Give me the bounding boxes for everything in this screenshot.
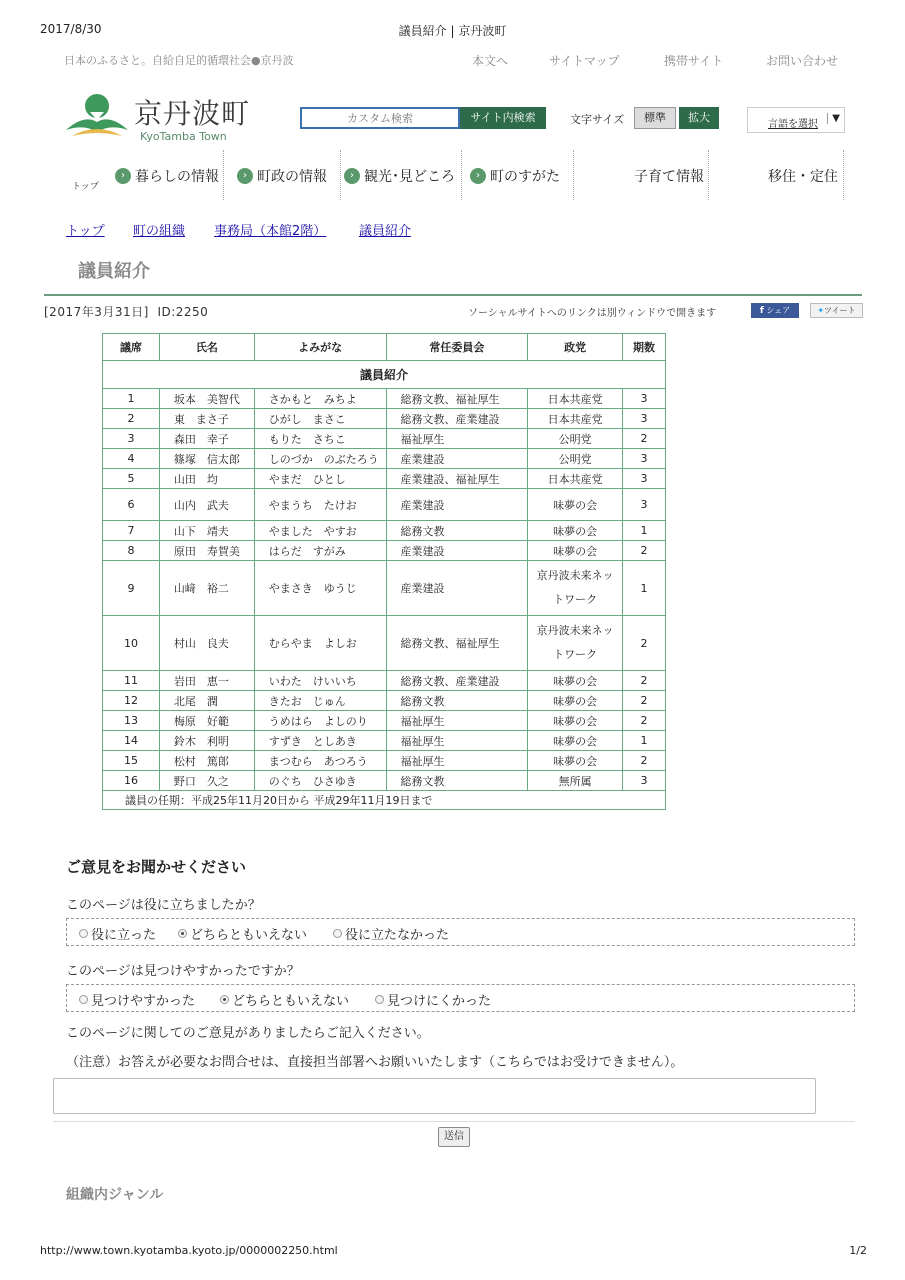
table-cell: 3 xyxy=(623,771,666,791)
table-cell: 3 xyxy=(623,409,666,429)
table-cell: ひがし まさこ xyxy=(254,409,386,429)
table-cell: 味夢の会 xyxy=(528,671,623,691)
table-cell: 総務文教 xyxy=(386,771,528,791)
table-row xyxy=(103,671,666,691)
nav-item-sightseeing[interactable] xyxy=(344,166,455,186)
table-cell: 12 xyxy=(103,691,160,711)
table-cell: 京丹波未来ネットワーク xyxy=(528,616,623,671)
table-cell: 鈴木 利明 xyxy=(159,731,254,751)
table-cell: 森田 幸子 xyxy=(159,429,254,449)
table-cell: 福祉厚生 xyxy=(386,751,528,771)
table-cell: まつむら あつろう xyxy=(254,751,386,771)
table-cell: 産業建設 xyxy=(386,541,528,561)
table-cell: はらだ すがみ xyxy=(254,541,386,561)
nav-divider xyxy=(223,150,224,200)
table-cell: 坂本 美智代 xyxy=(159,389,254,409)
nav-divider xyxy=(340,150,341,200)
table-cell: 梅原 好範 xyxy=(159,711,254,731)
nav-item-childcare[interactable] xyxy=(634,166,704,186)
update-date-text: [2017年3月31日] xyxy=(44,305,149,319)
table-cell: 福祉厚生 xyxy=(386,711,528,731)
table-cell: さかもと みちよ xyxy=(254,389,386,409)
organization-genre-heading: 組織内ジャンル xyxy=(66,1187,164,1203)
radio-button-selected[interactable] xyxy=(178,929,187,938)
table-cell: 味夢の会 xyxy=(528,541,623,561)
feedback-question-findable: このページは見つけやすかったですか？ xyxy=(66,964,300,979)
breadcrumb-secretariat[interactable]: 事務局（本館2階） xyxy=(214,224,327,239)
table-cell: 山田 均 xyxy=(159,469,254,489)
radio-label: 見つけにくかった xyxy=(387,994,492,1009)
nav-divider xyxy=(461,150,462,200)
arrow-right-icon: › xyxy=(237,168,253,184)
table-cell: 13 xyxy=(103,711,160,731)
column-header: 期数 xyxy=(623,334,666,361)
table-row xyxy=(103,751,666,771)
table-cell: しのづか のぶたろう xyxy=(254,449,386,469)
facebook-icon: f xyxy=(759,306,764,316)
site-search-button[interactable]: サイト内検索 xyxy=(460,107,546,129)
arrow-right-icon: › xyxy=(115,168,131,184)
table-cell: 15 xyxy=(103,751,160,771)
table-cell: 日本共産党 xyxy=(528,409,623,429)
column-header: 常任委員会 xyxy=(386,334,528,361)
table-row xyxy=(103,521,666,541)
print-page-number: 1/2 xyxy=(849,1244,867,1257)
radio-label: 役に立った xyxy=(91,928,157,943)
table-cell: 7 xyxy=(103,521,160,541)
helpful-option-yes[interactable] xyxy=(79,924,156,943)
table-cell: 味夢の会 xyxy=(528,711,623,731)
nav-divider xyxy=(573,150,574,200)
table-cell: 1 xyxy=(623,731,666,751)
table-row xyxy=(103,691,666,711)
table-cell: 岩田 恵一 xyxy=(159,671,254,691)
table-row xyxy=(103,489,666,521)
table-row xyxy=(103,561,666,616)
findable-radio-group xyxy=(66,984,855,1012)
table-cell: 産業建設 xyxy=(386,449,528,469)
table-row xyxy=(103,711,666,731)
table-cell: 篠塚 信太郎 xyxy=(159,449,254,469)
print-url: http://www.town.kyotamba.kyoto.jp/0000002250.html xyxy=(40,1244,338,1257)
skip-to-content-link[interactable]: 本文へ xyxy=(472,54,509,68)
table-cell: 総務文教、産業建設 xyxy=(386,409,528,429)
font-size-standard-button[interactable]: 標準 xyxy=(634,107,676,129)
table-cell: もりた さちこ xyxy=(254,429,386,449)
twitter-icon: ✦ xyxy=(817,306,825,315)
table-row xyxy=(103,771,666,791)
table-cell: 9 xyxy=(103,561,160,616)
print-date: 2017/8/30 xyxy=(40,22,102,36)
table-row xyxy=(103,541,666,561)
table-cell: 11 xyxy=(103,671,160,691)
table-row xyxy=(103,449,666,469)
table-cell: 5 xyxy=(103,469,160,489)
comment-textarea[interactable] xyxy=(53,1078,816,1114)
nav-item-label: 子育て情報 xyxy=(634,169,704,185)
nav-item-label: 町政の情報 xyxy=(257,169,327,185)
nav-item-town-profile[interactable] xyxy=(470,166,560,186)
table-cell: 3 xyxy=(623,489,666,521)
table-cell: 総務文教、産業建設 xyxy=(386,671,528,691)
table-cell: やました やすお xyxy=(254,521,386,541)
radio-button[interactable] xyxy=(333,929,342,938)
table-cell: 2 xyxy=(623,671,666,691)
language-select[interactable] xyxy=(747,107,845,133)
table-cell: 1 xyxy=(623,521,666,541)
table-cell: 日本共産党 xyxy=(528,389,623,409)
table-cell: 無所属 xyxy=(528,771,623,791)
table-cell: 14 xyxy=(103,731,160,751)
table-cell: 総務文教、福祉厚生 xyxy=(386,389,528,409)
table-cell: うめはら よしのり xyxy=(254,711,386,731)
table-row xyxy=(103,469,666,489)
table-cell: 2 xyxy=(623,691,666,711)
radio-label: どちらともいえない xyxy=(232,994,350,1009)
helpful-radio-group xyxy=(66,918,855,946)
tweet-label: ツイート xyxy=(824,306,856,315)
table-cell: 産業建設 xyxy=(386,561,528,616)
nav-item-relocation[interactable] xyxy=(768,166,838,186)
nav-divider xyxy=(843,150,844,200)
radio-button[interactable] xyxy=(375,995,384,1004)
table-cell: やまだ ひとし xyxy=(254,469,386,489)
members-table-body xyxy=(103,389,666,791)
feedback-title: ご意見をお聞かせください xyxy=(66,858,247,876)
table-cell: 山内 武夫 xyxy=(159,489,254,521)
radio-label: 見つけやすかった xyxy=(91,994,196,1009)
table-cell: 総務文教 xyxy=(386,691,528,711)
arrow-right-icon: › xyxy=(344,168,360,184)
table-cell: 総務文教、福祉厚生 xyxy=(386,616,528,671)
table-cell: 4 xyxy=(103,449,160,469)
comment-prompt: このページに関してのご意見がありましたらご記入ください。 xyxy=(66,1026,430,1041)
members-table xyxy=(102,333,666,810)
table-cell: 公明党 xyxy=(528,429,623,449)
table-cell: 2 xyxy=(623,751,666,771)
table-cell: やまうち たけお xyxy=(254,489,386,521)
table-cell: のぐち ひさゆき xyxy=(254,771,386,791)
table-row xyxy=(103,429,666,449)
column-header: 氏名 xyxy=(159,334,254,361)
table-row xyxy=(103,409,666,429)
nav-item-label: 移住・定住 xyxy=(768,169,838,185)
feedback-question-helpful: このページは役に立ちましたか？ xyxy=(66,898,261,913)
table-cell: むらやま よしお xyxy=(254,616,386,671)
town-logo-subtitle: KyoTamba Town xyxy=(140,130,227,143)
table-cell: 味夢の会 xyxy=(528,691,623,711)
radio-button[interactable] xyxy=(79,929,88,938)
table-cell: 16 xyxy=(103,771,160,791)
column-header: 議席 xyxy=(103,334,160,361)
facebook-share-button[interactable] xyxy=(751,303,799,318)
print-title: 議員紹介 | 京丹波町 xyxy=(398,24,507,38)
table-cell: 北尾 潤 xyxy=(159,691,254,711)
radio-button[interactable] xyxy=(79,995,88,1004)
page-id: ID:2250 xyxy=(157,305,209,319)
table-cell: 2 xyxy=(623,616,666,671)
table-cell: 福祉厚生 xyxy=(386,731,528,751)
page-title: 議員紹介 xyxy=(78,261,150,282)
breadcrumb-current[interactable]: 議員紹介 xyxy=(359,224,412,239)
language-select-label: 言語を選択 xyxy=(768,119,818,130)
table-row xyxy=(103,731,666,751)
helpful-option-no[interactable] xyxy=(333,924,449,943)
nav-item-label: 暮らしの情報 xyxy=(135,169,219,185)
term-note: 議員の任期：平成25年11月20日から 平成29年11月19日まで xyxy=(103,791,666,810)
town-logo-text[interactable]: 京丹波町 xyxy=(134,97,251,130)
breadcrumb-organization[interactable]: 町の組織 xyxy=(133,224,186,239)
site-tagline: 日本のふるさと。自給自足的循環社会●京丹波 xyxy=(64,54,294,67)
table-cell: 東 まさ子 xyxy=(159,409,254,429)
table-cell: 6 xyxy=(103,489,160,521)
table-cell: 2 xyxy=(623,541,666,561)
chevron-down-icon: ▼ xyxy=(827,113,840,124)
table-cell: 日本共産党 xyxy=(528,469,623,489)
table-cell: 3 xyxy=(103,429,160,449)
nav-item-government[interactable] xyxy=(237,166,327,186)
radio-label: 役に立たなかった xyxy=(345,928,450,943)
arrow-right-icon: › xyxy=(470,168,486,184)
column-header: よみがな xyxy=(254,334,386,361)
feedback-divider xyxy=(53,1121,855,1122)
table-cell: 1 xyxy=(623,561,666,616)
nav-top[interactable]: トップ xyxy=(72,182,99,192)
table-cell: 2 xyxy=(103,409,160,429)
table-caption-row xyxy=(103,361,666,389)
submit-button[interactable]: 送信 xyxy=(438,1127,470,1147)
town-logo-icon[interactable] xyxy=(64,92,130,142)
table-cell: きたお じゅん xyxy=(254,691,386,711)
share-label: シェア xyxy=(766,306,791,315)
table-row xyxy=(103,389,666,409)
radio-button-selected[interactable] xyxy=(220,995,229,1004)
table-cell: 10 xyxy=(103,616,160,671)
table-cell: 1 xyxy=(103,389,160,409)
nav-item-living[interactable] xyxy=(115,166,219,186)
table-cell: 総務文教 xyxy=(386,521,528,541)
table-caption: 議員紹介 xyxy=(103,361,666,389)
table-cell: 山﨑 裕二 xyxy=(159,561,254,616)
table-header-row xyxy=(103,334,666,361)
update-date xyxy=(44,303,208,320)
table-cell: すずき としあき xyxy=(254,731,386,751)
column-header: 政党 xyxy=(528,334,623,361)
nav-item-label: 観光･見どころ xyxy=(364,169,455,185)
table-cell: いわた けいいち xyxy=(254,671,386,691)
findable-option-yes[interactable] xyxy=(79,990,195,1009)
table-cell: 産業建設、福祉厚生 xyxy=(386,469,528,489)
findable-option-neutral[interactable] xyxy=(220,990,349,1009)
breadcrumb-top[interactable]: トップ xyxy=(66,224,105,239)
tweet-button[interactable] xyxy=(810,303,863,318)
nav-item-label: 町のすがた xyxy=(490,169,560,185)
table-cell: 2 xyxy=(623,429,666,449)
font-size-large-button[interactable]: 拡大 xyxy=(679,107,719,129)
table-cell: 味夢の会 xyxy=(528,751,623,771)
helpful-option-neutral[interactable] xyxy=(178,924,307,943)
table-cell: 2 xyxy=(623,711,666,731)
table-cell: 公明党 xyxy=(528,449,623,469)
table-row xyxy=(103,616,666,671)
table-cell: 産業建設 xyxy=(386,489,528,521)
table-cell: 野口 久之 xyxy=(159,771,254,791)
font-size-label: 文字サイズ xyxy=(570,113,625,126)
mobile-site-link[interactable]: 携帯サイト xyxy=(664,54,724,68)
table-cell: やまさき ゆうじ xyxy=(254,561,386,616)
table-cell: 味夢の会 xyxy=(528,489,623,521)
table-cell: 味夢の会 xyxy=(528,521,623,541)
sitemap-link[interactable]: サイトマップ xyxy=(549,54,620,68)
contact-link[interactable]: お問い合わせ xyxy=(766,54,839,68)
social-link-note: ソーシャルサイトへのリンクは別ウィンドウで開きます xyxy=(468,308,717,319)
table-cell: 原田 寿賀美 xyxy=(159,541,254,561)
comment-caution: （注意）お答えが必要なお問合せは、直接担当部署へお願いいたします（こちらではお受けできません）。 xyxy=(66,1055,684,1070)
findable-option-no[interactable] xyxy=(375,990,491,1009)
heading-divider xyxy=(44,294,862,296)
table-cell: 3 xyxy=(623,469,666,489)
table-cell: 村山 良夫 xyxy=(159,616,254,671)
table-cell: 8 xyxy=(103,541,160,561)
table-cell: 3 xyxy=(623,389,666,409)
term-note-row xyxy=(103,791,666,810)
radio-label: どちらともいえない xyxy=(190,928,308,943)
table-cell: 松村 篤郎 xyxy=(159,751,254,771)
table-cell: 山下 靖夫 xyxy=(159,521,254,541)
table-cell: 3 xyxy=(623,449,666,469)
nav-divider xyxy=(708,150,709,200)
table-cell: 味夢の会 xyxy=(528,731,623,751)
search-input[interactable] xyxy=(300,107,460,129)
table-cell: 京丹波未来ネットワーク xyxy=(528,561,623,616)
table-cell: 福祉厚生 xyxy=(386,429,528,449)
